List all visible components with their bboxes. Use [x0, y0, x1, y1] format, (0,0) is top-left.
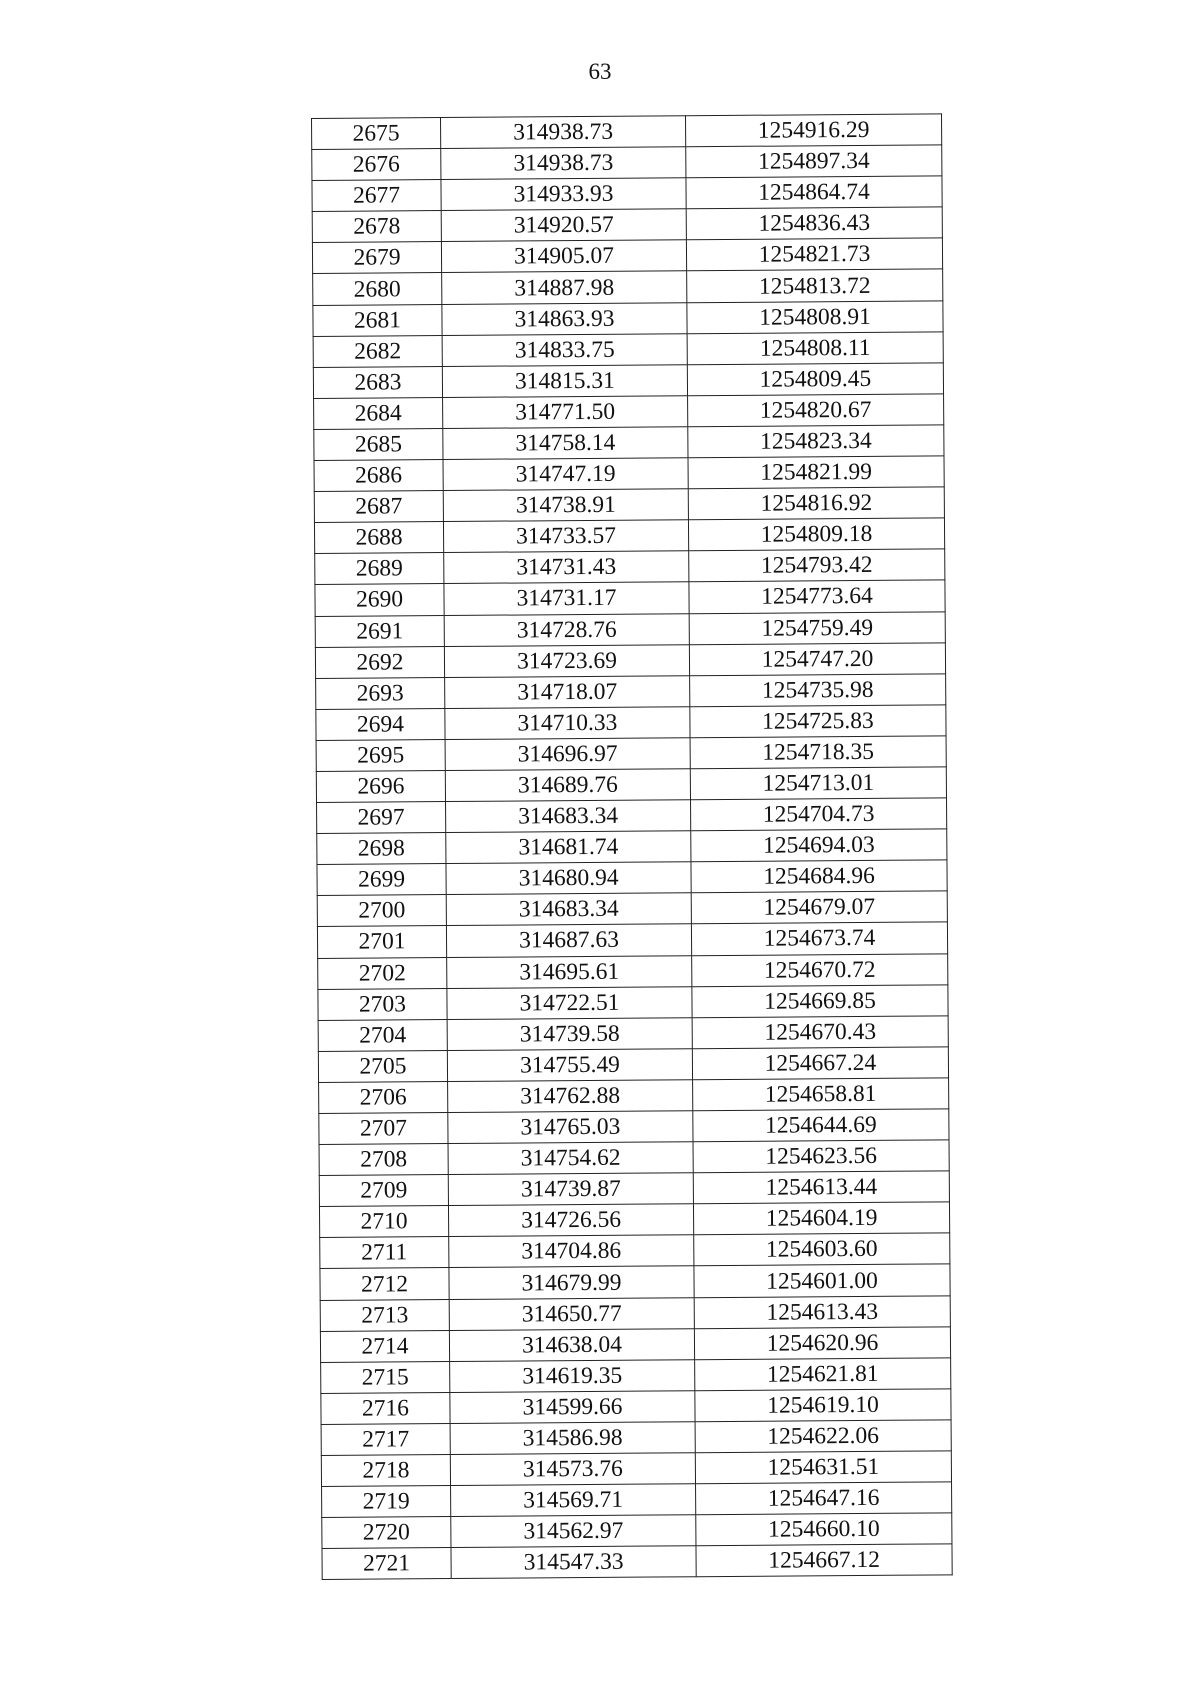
- x-coordinate-cell: 314695.61: [447, 955, 692, 988]
- point-number-cell: 2712: [320, 1268, 449, 1300]
- table-row: [312, 238, 942, 274]
- point-number-cell: 2715: [321, 1361, 450, 1393]
- x-coordinate-cell: 314758.14: [443, 427, 688, 460]
- table-row: [316, 736, 946, 772]
- x-coordinate-cell: 314765.03: [448, 1111, 693, 1144]
- point-number-cell: 2708: [319, 1144, 448, 1176]
- table-row: [319, 1171, 949, 1207]
- table-row: [316, 674, 946, 710]
- table-row: [314, 425, 944, 461]
- point-number-cell: 2701: [317, 926, 446, 958]
- y-coordinate-cell: 1254759.49: [689, 611, 945, 644]
- point-number-cell: 2691: [315, 615, 444, 647]
- y-coordinate-cell: 1254603.60: [694, 1233, 950, 1266]
- x-coordinate-cell: 314905.07: [441, 240, 686, 273]
- table-row: [314, 394, 944, 430]
- y-coordinate-cell: 1254836.43: [686, 207, 942, 240]
- x-coordinate-cell: 314599.66: [450, 1391, 695, 1424]
- x-coordinate-cell: 314547.33: [451, 1546, 696, 1579]
- y-coordinate-cell: 1254809.18: [688, 518, 944, 551]
- x-coordinate-cell: 314704.86: [449, 1235, 694, 1268]
- y-coordinate-cell: 1254679.07: [691, 891, 947, 924]
- point-number-cell: 2699: [317, 864, 446, 896]
- point-number-cell: 2713: [320, 1299, 449, 1331]
- table-row: [316, 705, 946, 741]
- y-coordinate-cell: 1254816.92: [688, 487, 944, 520]
- point-number-cell: 2677: [312, 180, 441, 212]
- y-coordinate-cell: 1254821.73: [686, 238, 942, 271]
- point-number-cell: 2690: [315, 584, 444, 616]
- x-coordinate-cell: 314731.43: [444, 551, 689, 584]
- x-coordinate-cell: 314833.75: [442, 333, 687, 366]
- y-coordinate-cell: 1254660.10: [696, 1513, 952, 1546]
- y-coordinate-cell: 1254713.01: [690, 767, 946, 800]
- x-coordinate-cell: 314728.76: [444, 613, 689, 646]
- x-coordinate-cell: 314569.71: [451, 1484, 696, 1517]
- table-row: [319, 1140, 949, 1176]
- point-number-cell: 2696: [316, 771, 445, 803]
- point-number-cell: 2686: [314, 460, 443, 492]
- table-row: [321, 1358, 951, 1394]
- table-row: [312, 114, 942, 150]
- x-coordinate-cell: 314696.97: [445, 738, 690, 771]
- point-number-cell: 2697: [317, 802, 446, 834]
- y-coordinate-cell: 1254613.43: [694, 1295, 950, 1328]
- y-coordinate-cell: 1254694.03: [691, 829, 947, 862]
- x-coordinate-cell: 314680.94: [446, 862, 691, 895]
- y-coordinate-cell: 1254673.74: [691, 922, 947, 955]
- table-row: [322, 1513, 952, 1549]
- y-coordinate-cell: 1254735.98: [690, 674, 946, 707]
- y-coordinate-cell: 1254747.20: [689, 642, 945, 675]
- table-row: [315, 642, 945, 678]
- table-row: [320, 1264, 950, 1300]
- y-coordinate-cell: 1254808.11: [687, 332, 943, 365]
- y-coordinate-cell: 1254670.72: [692, 953, 948, 986]
- table-row: [315, 611, 945, 647]
- y-coordinate-cell: 1254718.35: [690, 736, 946, 769]
- x-coordinate-cell: 314933.93: [441, 178, 686, 211]
- table-row: [317, 829, 947, 865]
- table-row: [321, 1420, 951, 1456]
- y-coordinate-cell: 1254821.99: [688, 456, 944, 489]
- x-coordinate-cell: 314771.50: [443, 396, 688, 429]
- table-row: [315, 549, 945, 585]
- table-row: [319, 1078, 949, 1114]
- table-row: [317, 891, 947, 927]
- y-coordinate-cell: 1254725.83: [690, 705, 946, 738]
- table-row: [312, 176, 942, 212]
- point-number-cell: 2716: [321, 1392, 450, 1424]
- table-row: [318, 1016, 948, 1052]
- x-coordinate-cell: 314683.34: [446, 893, 691, 926]
- x-coordinate-cell: 314739.58: [447, 1017, 692, 1050]
- table-row: [321, 1389, 951, 1425]
- table-row: [313, 269, 943, 305]
- x-coordinate-cell: 314815.31: [442, 364, 687, 397]
- point-number-cell: 2683: [313, 366, 442, 398]
- table-row: [318, 984, 948, 1020]
- point-number-cell: 2704: [318, 1019, 447, 1051]
- x-coordinate-cell: 314722.51: [447, 986, 692, 1019]
- y-coordinate-cell: 1254658.81: [693, 1078, 949, 1111]
- point-number-cell: 2717: [321, 1423, 450, 1455]
- point-number-cell: 2688: [314, 522, 443, 554]
- point-number-cell: 2681: [313, 304, 442, 336]
- y-coordinate-cell: 1254644.69: [693, 1109, 949, 1142]
- x-coordinate-cell: 314650.77: [449, 1297, 694, 1330]
- point-number-cell: 2679: [312, 242, 441, 274]
- x-coordinate-cell: 314687.63: [446, 924, 691, 957]
- x-coordinate-cell: 314920.57: [441, 209, 686, 242]
- x-coordinate-cell: 314681.74: [446, 831, 691, 864]
- y-coordinate-cell: 1254820.67: [688, 394, 944, 427]
- page-number: 63: [588, 59, 612, 84]
- point-number-cell: 2680: [313, 273, 442, 305]
- table-row: [317, 798, 947, 834]
- table-row: [319, 1202, 949, 1238]
- x-coordinate-cell: 314754.62: [448, 1142, 693, 1175]
- table-row: [312, 145, 942, 181]
- point-number-cell: 2676: [312, 149, 441, 181]
- point-number-cell: 2703: [318, 988, 447, 1020]
- point-number-cell: 2710: [319, 1206, 448, 1238]
- point-number-cell: 2685: [314, 428, 443, 460]
- y-coordinate-cell: 1254620.96: [694, 1327, 950, 1360]
- y-coordinate-cell: 1254669.85: [692, 984, 948, 1017]
- point-number-cell: 2705: [318, 1050, 447, 1082]
- table-row: [318, 1047, 948, 1083]
- x-coordinate-cell: 314887.98: [442, 271, 687, 304]
- y-coordinate-cell: 1254601.00: [694, 1264, 950, 1297]
- point-number-cell: 2721: [322, 1548, 451, 1580]
- y-coordinate-cell: 1254670.43: [692, 1016, 948, 1049]
- y-coordinate-cell: 1254631.51: [695, 1451, 951, 1484]
- table-row: [317, 860, 947, 896]
- x-coordinate-cell: 314573.76: [450, 1453, 695, 1486]
- y-coordinate-cell: 1254864.74: [686, 176, 942, 209]
- y-coordinate-cell: 1254773.64: [689, 580, 945, 613]
- x-coordinate-cell: 314683.34: [446, 800, 691, 833]
- y-coordinate-cell: 1254684.96: [691, 860, 947, 893]
- y-coordinate-cell: 1254622.06: [695, 1420, 951, 1453]
- x-coordinate-cell: 314638.04: [449, 1328, 694, 1361]
- point-number-cell: 2714: [320, 1330, 449, 1362]
- y-coordinate-cell: 1254916.29: [685, 114, 941, 147]
- y-coordinate-cell: 1254621.81: [695, 1358, 951, 1391]
- table-row: [316, 767, 946, 803]
- table-row: [314, 456, 944, 492]
- y-coordinate-cell: 1254623.56: [693, 1140, 949, 1173]
- point-number-cell: 2689: [315, 553, 444, 585]
- x-coordinate-cell: 314938.73: [441, 147, 686, 180]
- x-coordinate-cell: 314938.73: [441, 116, 686, 149]
- x-coordinate-cell: 314738.91: [443, 489, 688, 522]
- y-coordinate-cell: 1254619.10: [695, 1389, 951, 1422]
- table-row: [322, 1544, 952, 1580]
- x-coordinate-cell: 314755.49: [447, 1049, 692, 1082]
- y-coordinate-cell: 1254793.42: [689, 549, 945, 582]
- point-number-cell: 2711: [320, 1237, 449, 1269]
- x-coordinate-cell: 314733.57: [443, 520, 688, 553]
- point-number-cell: 2692: [315, 646, 444, 678]
- table-row: [320, 1233, 950, 1269]
- point-number-cell: 2682: [313, 335, 442, 367]
- table-row: [317, 922, 947, 958]
- point-number-cell: 2719: [322, 1486, 451, 1518]
- table-row: [322, 1482, 952, 1518]
- y-coordinate-cell: 1254667.24: [692, 1047, 948, 1080]
- table-row: [315, 580, 945, 616]
- point-number-cell: 2707: [319, 1113, 448, 1145]
- point-number-cell: 2694: [316, 708, 445, 740]
- table-row: [313, 363, 943, 399]
- table-row: [320, 1295, 950, 1331]
- x-coordinate-cell: 314863.93: [442, 302, 687, 335]
- y-coordinate-cell: 1254647.16: [696, 1482, 952, 1515]
- table-row: [319, 1109, 949, 1145]
- y-coordinate-cell: 1254613.44: [693, 1171, 949, 1204]
- y-coordinate-cell: 1254809.45: [687, 363, 943, 396]
- x-coordinate-cell: 314718.07: [445, 675, 690, 708]
- table-row: [313, 332, 943, 368]
- point-number-cell: 2706: [319, 1081, 448, 1113]
- x-coordinate-cell: 314731.17: [444, 582, 689, 615]
- x-coordinate-cell: 314739.87: [448, 1173, 693, 1206]
- table-row: [312, 207, 942, 243]
- y-coordinate-cell: 1254813.72: [687, 269, 943, 302]
- table-row: [318, 953, 948, 989]
- table-row: [320, 1327, 950, 1363]
- y-coordinate-cell: 1254808.91: [687, 300, 943, 333]
- point-number-cell: 2678: [312, 211, 441, 243]
- point-number-cell: 2700: [317, 895, 446, 927]
- point-number-cell: 2702: [318, 957, 447, 989]
- y-coordinate-cell: 1254667.12: [696, 1544, 952, 1577]
- y-coordinate-cell: 1254604.19: [693, 1202, 949, 1235]
- y-coordinate-cell: 1254897.34: [686, 145, 942, 178]
- table-row: [313, 300, 943, 336]
- point-number-cell: 2720: [322, 1517, 451, 1549]
- x-coordinate-cell: 314562.97: [451, 1515, 696, 1548]
- x-coordinate-cell: 314679.99: [449, 1266, 694, 1299]
- point-number-cell: 2698: [317, 833, 446, 865]
- point-number-cell: 2693: [316, 677, 445, 709]
- table-row: [321, 1451, 951, 1487]
- point-number-cell: 2687: [314, 491, 443, 523]
- point-number-cell: 2675: [312, 118, 441, 150]
- x-coordinate-cell: 314726.56: [448, 1204, 693, 1237]
- x-coordinate-cell: 314689.76: [445, 769, 690, 802]
- point-number-cell: 2695: [316, 739, 445, 771]
- x-coordinate-cell: 314762.88: [448, 1080, 693, 1113]
- x-coordinate-cell: 314747.19: [443, 458, 688, 491]
- table-row: [314, 518, 944, 554]
- y-coordinate-cell: 1254823.34: [688, 425, 944, 458]
- coordinates-table: [311, 113, 953, 1580]
- coordinates-table-body: [312, 114, 953, 1580]
- x-coordinate-cell: 314723.69: [444, 644, 689, 677]
- point-number-cell: 2684: [314, 397, 443, 429]
- table-row: [314, 487, 944, 523]
- point-number-cell: 2718: [321, 1455, 450, 1487]
- point-number-cell: 2709: [319, 1175, 448, 1207]
- x-coordinate-cell: 314586.98: [450, 1422, 695, 1455]
- y-coordinate-cell: 1254704.73: [691, 798, 947, 831]
- x-coordinate-cell: 314710.33: [445, 707, 690, 740]
- x-coordinate-cell: 314619.35: [450, 1359, 695, 1392]
